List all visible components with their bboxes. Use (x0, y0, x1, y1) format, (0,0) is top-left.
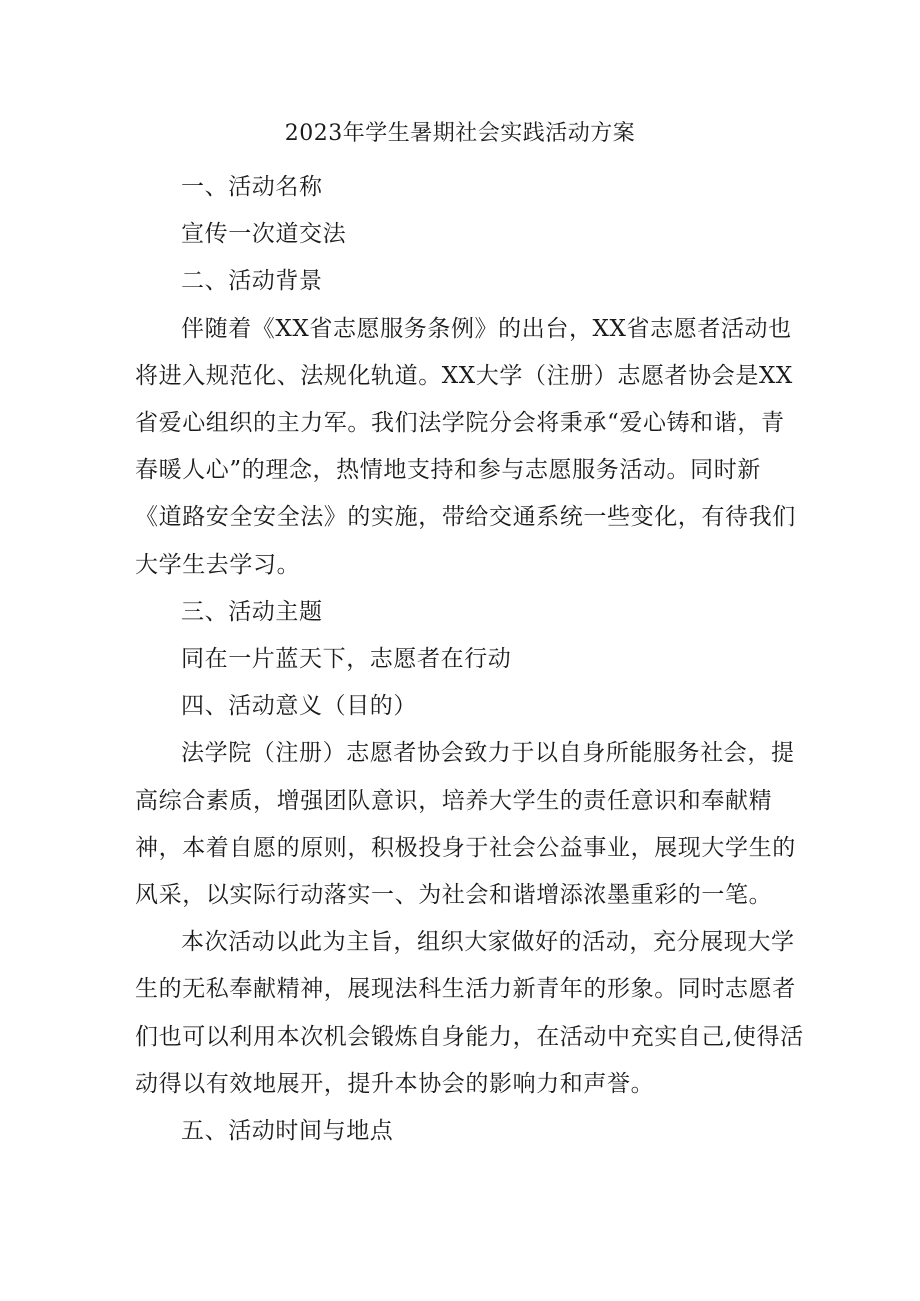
section-heading-name: 一、活动名称 (181, 174, 323, 200)
section-heading-time-place: 五、活动时间与地点 (181, 1118, 394, 1145)
document-title: 2023年学生暑期社会实践活动方案 (284, 121, 636, 146)
background-paragraph: 伴随着《XX省志愿服务条例》的出台，XX省志愿者活动也将进入规范化、法规化轨道。XX大学（注册）志愿者协会是XX省爱心组织的主力军。我们法学院分会将秉承“爱心铸和谐，青春暖人心”的理念，热情地支持和参与志愿服务活动。同时新《道路安全安全法》的实施，带给交通系统一些变化，有待我们大学生去学习。 (135, 315, 796, 578)
purpose-paragraph-1: 法学院（注册）志愿者协会致力于以自身所能服务社会，提高综合素质，增强团队意识，培养大学生的责任意识和奉献精神，本着自愿的原则，积极投身于社会公益事业，展现大学生的风采，以实际行动落实一、为社会和谐增添浓墨重彩的一笔。 (135, 740, 796, 909)
document-body (135, 164, 805, 1155)
activity-name-text: 宣传一次道交法 (181, 221, 347, 248)
purpose-paragraph-2: 本次活动以此为主旨，组织大家做好的活动，充分展现大学生的无私奉献精神，展现法科生活力新青年的形象。同时志愿者们也可以利用本次机会锻炼自身能力，在活动中充实自己,使得活动得以有效地展开，提升本协会的影响力和声誉。 (135, 929, 804, 1097)
section-heading-theme: 三、活动主题 (181, 598, 323, 625)
section-heading-background: 二、活动背景 (181, 268, 323, 295)
section-heading-purpose: 四、活动意义（目的） (181, 693, 417, 720)
activity-theme-text: 同在一片蓝天下，志愿者在行动 (181, 646, 512, 673)
